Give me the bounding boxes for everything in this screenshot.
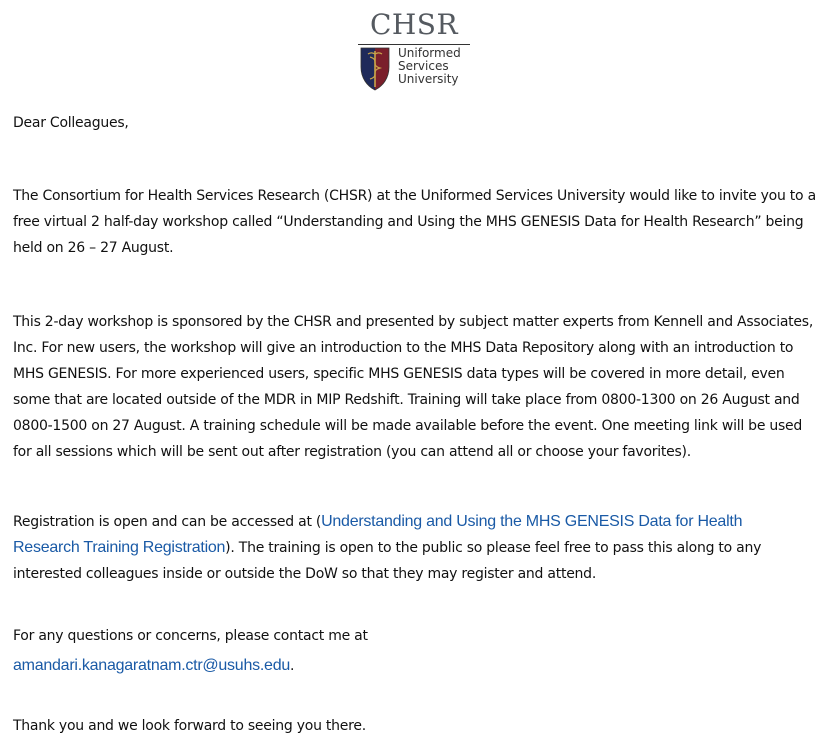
paragraph-line: held on 26 – 27 August. — [13, 240, 174, 256]
paragraph-line: For any questions or concerns, please contact me at — [13, 628, 368, 644]
greeting: Dear Colleagues, — [13, 115, 129, 131]
closing-line: Thank you and we look forward to seeing you there. — [13, 718, 366, 734]
usu-shield-icon — [360, 47, 390, 91]
logo-divider — [358, 44, 470, 45]
paragraph-line — [13, 653, 819, 679]
contact-email-link[interactable]: amandari.kanagaratnam.ctr@usuhs.edu — [13, 657, 290, 674]
paragraph-line: This 2-day workshop is sponsored by the CHSR and presented by subject matter experts from Kennell and Associates, — [13, 314, 814, 330]
paragraph-line — [13, 535, 819, 561]
paragraph-line: interested colleagues inside or outside the DoW so that they may register and attend. — [13, 566, 597, 582]
paragraph-line: some that are located outside of the MDR in MIP Redshift. Training will take place from 0800-1300 on 26 August and — [13, 392, 800, 408]
logo-line: University — [398, 72, 459, 86]
logo-university-name — [398, 47, 478, 86]
registration-link-part2[interactable]: Research Training Registration — [13, 539, 226, 556]
logo-title: CHSR — [369, 8, 459, 41]
paragraph-line: MHS GENESIS. For more experienced users, specific MHS GENESIS data types will be covered in more detail, even — [13, 366, 785, 382]
details-paragraph — [13, 309, 819, 465]
registration-prefix: Registration is open and can be accessed at ( — [13, 514, 322, 530]
paragraph-line: free virtual 2 half-day workshop called “Understanding and Using the MHS GENESIS Data for Health Research” being — [13, 214, 804, 230]
registration-link-part1[interactable]: Understanding and Using the MHS GENESIS Data for Health — [321, 513, 743, 530]
registration-paragraph — [13, 509, 819, 587]
paragraph-line: for all sessions which will be sent out after registration (you can attend all or choose your favorites). — [13, 444, 691, 460]
contact-paragraph — [13, 623, 819, 679]
registration-suffix: ). The training is open to the public so please feel free to pass this along to any — [225, 540, 762, 556]
paragraph-line: Inc. For new users, the workshop will give an introduction to the MHS Data Repository along with an introduction to — [13, 340, 794, 356]
intro-paragraph — [13, 183, 819, 261]
paragraph-line: 0800-1500 on 27 August. A training schedule will be made available before the event. One meeting link will be used — [13, 418, 803, 434]
paragraph-line — [13, 509, 819, 535]
logo-line: Uniformed — [398, 46, 461, 60]
chsr-logo — [356, 10, 472, 92]
paragraph-line: The Consortium for Health Services Research (CHSR) at the Uniformed Services University would like to invite you to a — [13, 188, 816, 204]
logo-line: Services — [398, 59, 449, 73]
email-suffix: . — [289, 658, 295, 674]
